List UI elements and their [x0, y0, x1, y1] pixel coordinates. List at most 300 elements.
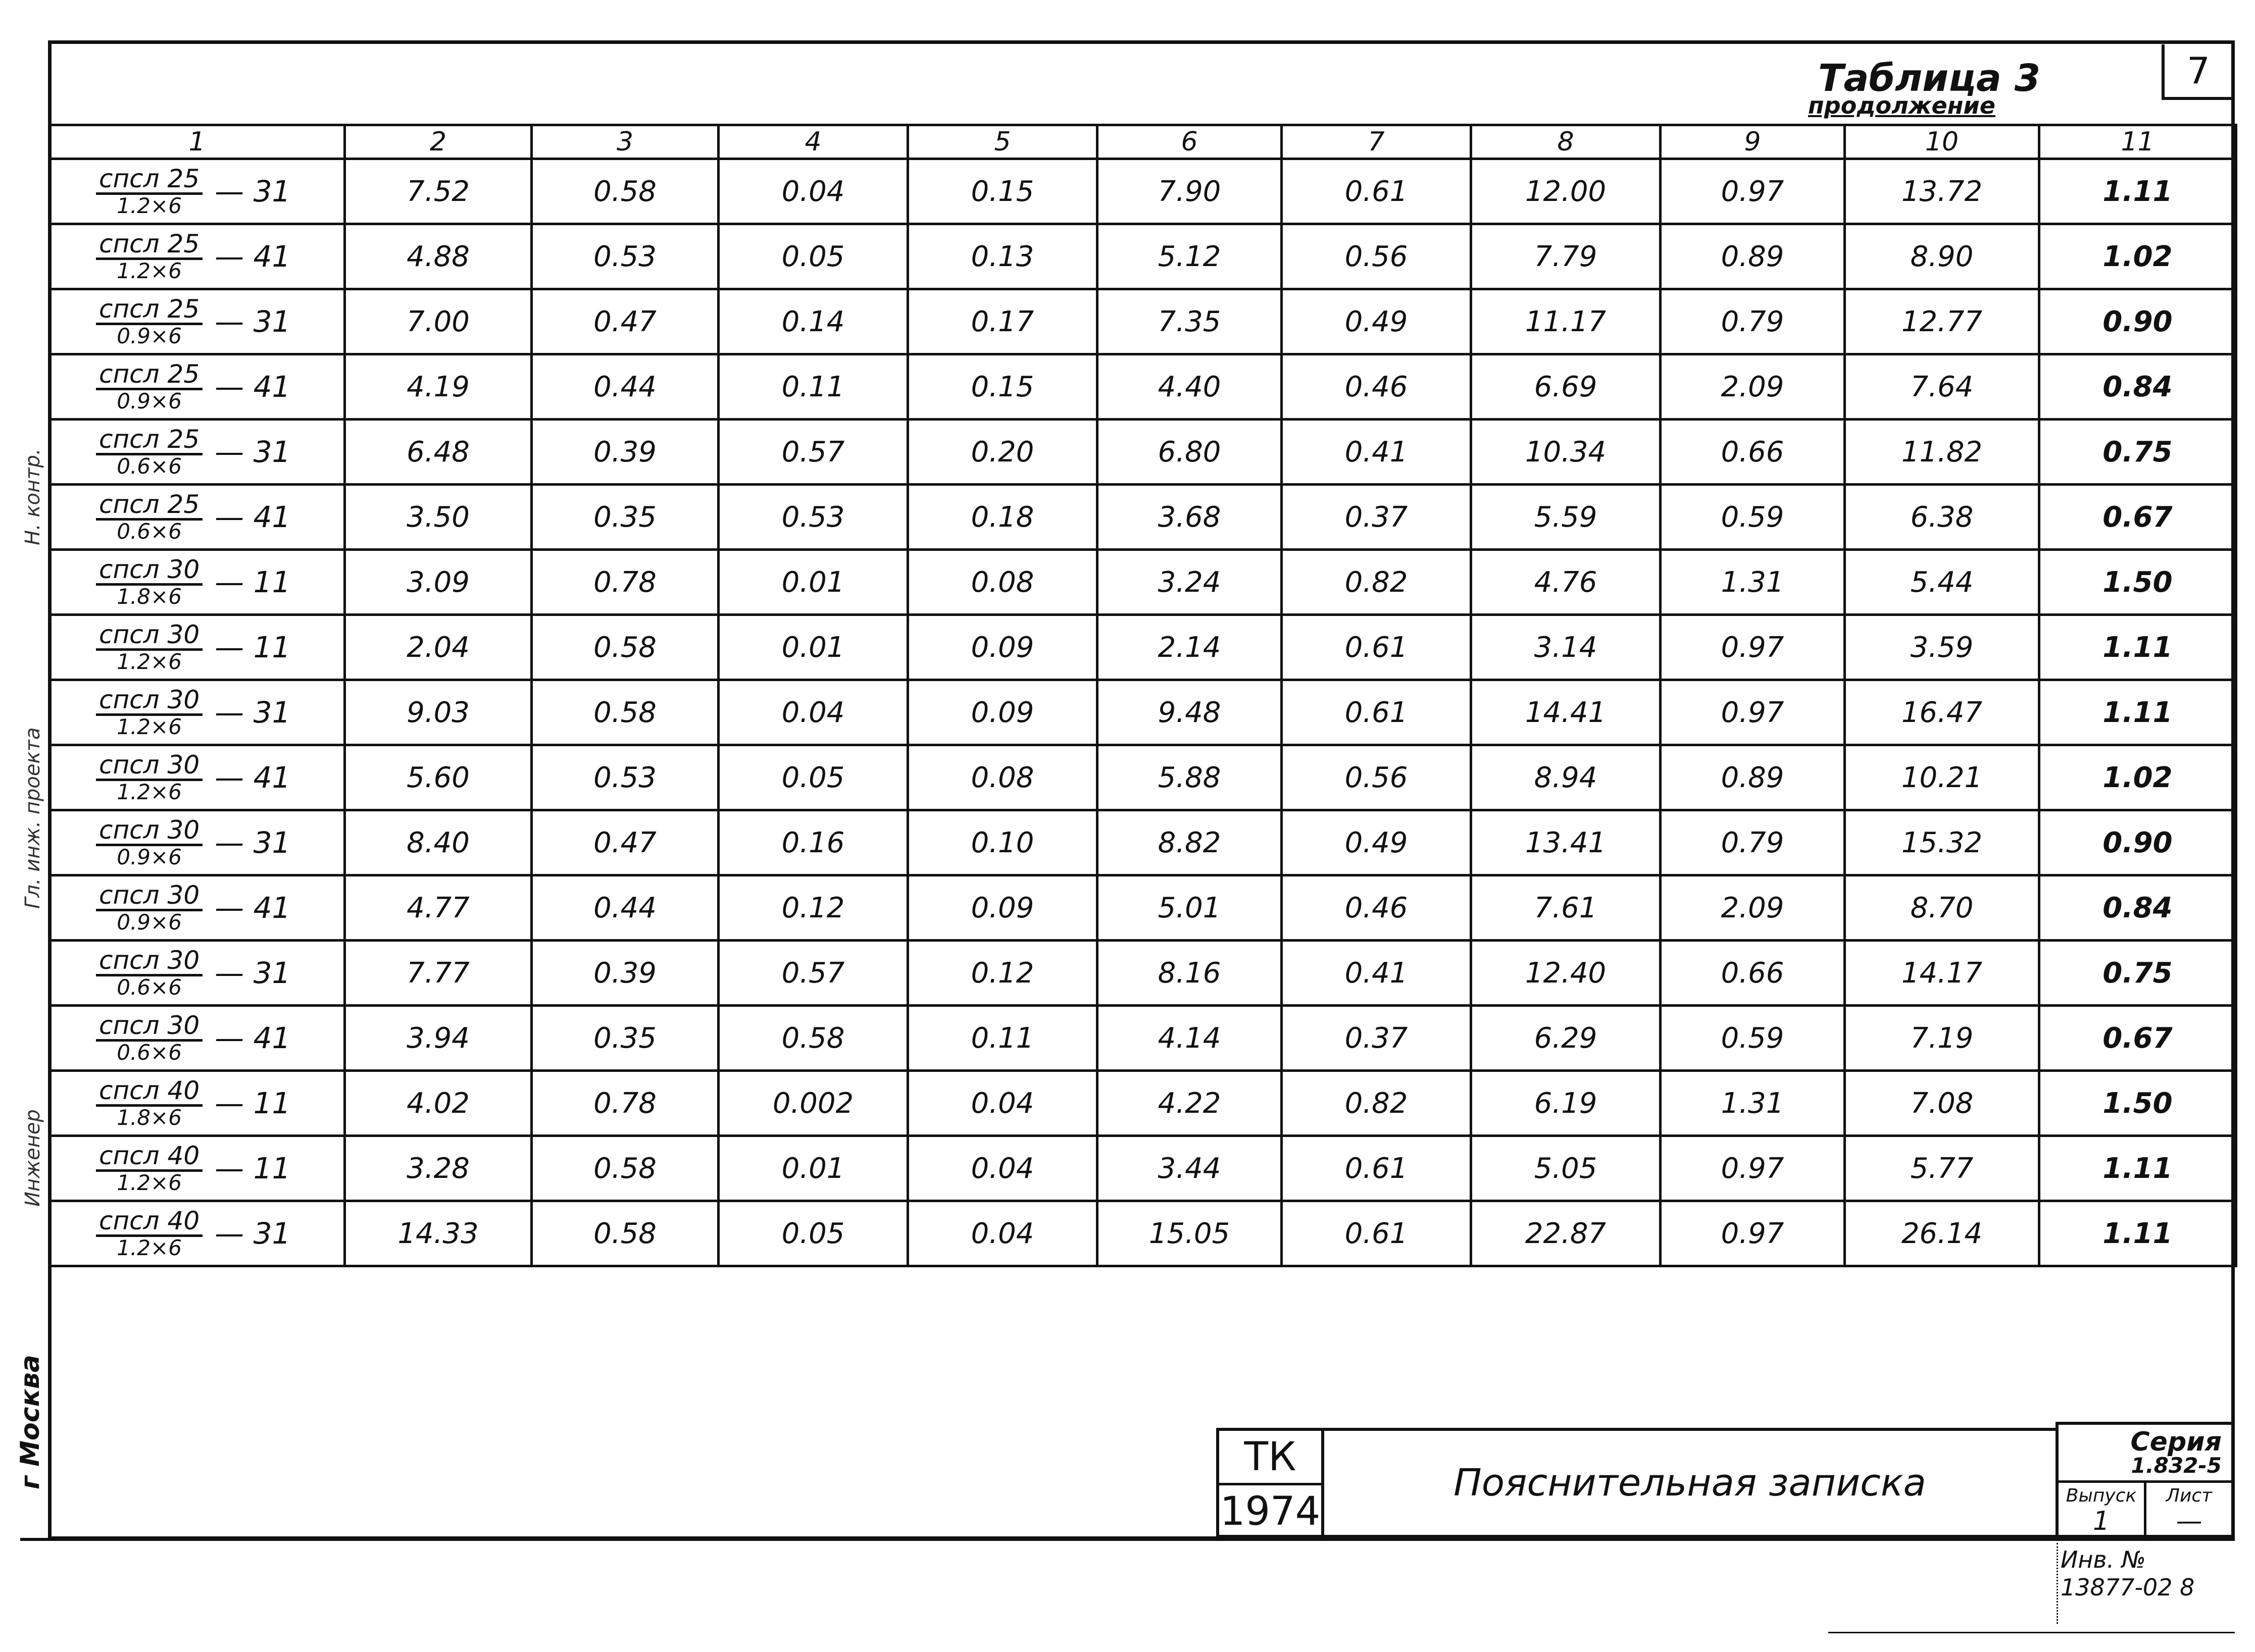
series-value: 1.832-5: [2131, 1453, 2222, 1478]
table-cell: 7.77: [345, 941, 532, 1006]
column-header: 10: [1845, 125, 2039, 159]
table-cell: 12.00: [1471, 159, 1661, 224]
table-cell: 0.47: [532, 289, 719, 354]
table-cell: 11.17: [1471, 289, 1661, 354]
table-cell: 0.97: [1661, 680, 1845, 745]
table-cell: 0.97: [1661, 159, 1845, 224]
element-mark-cell: [49, 615, 345, 680]
mark-load-class: — 31: [215, 956, 291, 990]
table-cell: 26.14: [1845, 1201, 2039, 1266]
mark-name: спсл 25: [96, 296, 203, 325]
table-body: [49, 159, 2236, 1266]
table-cell: 5.01: [1097, 875, 1282, 941]
stamp-org: ТК: [1219, 1431, 1321, 1485]
mark-size: 0.6×6: [117, 974, 182, 1000]
element-mark-cell: [49, 1006, 345, 1071]
table-cell: 14.41: [1471, 680, 1661, 745]
element-mark-cell: [49, 354, 345, 420]
element-mark-cell: [49, 680, 345, 745]
table-cell: 0.01: [719, 1136, 908, 1201]
table-cell: 0.66: [1661, 941, 1845, 1006]
table-cell: 5.77: [1845, 1136, 2039, 1201]
table-cell: 0.47: [532, 810, 719, 875]
table-cell: 5.12: [1097, 224, 1282, 289]
archive-line-1: Инв. №: [2061, 1546, 2146, 1573]
table-cell: 0.58: [532, 159, 719, 224]
table-cell: 0.01: [719, 615, 908, 680]
table-cell: 0.90: [2039, 810, 2236, 875]
element-mark-cell: [49, 1201, 345, 1266]
table-cell: 0.66: [1661, 420, 1845, 485]
mark-size: 0.9×6: [117, 388, 182, 414]
element-mark-cell: [49, 875, 345, 941]
table-cell: 1.11: [2039, 1136, 2236, 1201]
table-cell: 0.89: [1661, 745, 1845, 810]
table-cell: 4.02: [345, 1071, 532, 1136]
mark-fraction: [96, 752, 203, 803]
table-cell: 0.15: [908, 354, 1097, 420]
table-cell: 0.53: [532, 745, 719, 810]
mark-fraction: [96, 491, 203, 543]
table-row: [49, 680, 2236, 745]
table-cell: 7.19: [1845, 1006, 2039, 1071]
mark-fraction: [96, 231, 203, 282]
table-cell: 0.61: [1282, 159, 1471, 224]
table-cell: 0.08: [908, 745, 1097, 810]
side-margin-label: Инженер: [21, 1109, 44, 1207]
element-mark-cell: [49, 1071, 345, 1136]
table-cell: 0.15: [908, 159, 1097, 224]
mark-load-class: — 31: [215, 695, 291, 730]
table-cell: 7.35: [1097, 289, 1282, 354]
table-cell: 16.47: [1845, 680, 2039, 745]
table-cell: 0.08: [908, 550, 1097, 615]
table-cell: 0.97: [1661, 1136, 1845, 1201]
table-cell: 0.61: [1282, 1201, 1471, 1266]
table-cell: 0.61: [1282, 680, 1471, 745]
mark-name: спсл 40: [96, 1208, 203, 1237]
table-cell: 9.48: [1097, 680, 1282, 745]
table-cell: 4.40: [1097, 354, 1282, 420]
column-header: 8: [1471, 125, 1661, 159]
table-cell: 0.41: [1282, 420, 1471, 485]
table-cell: 0.13: [908, 224, 1097, 289]
mark-size: 1.2×6: [117, 1235, 182, 1260]
table-cell: 3.44: [1097, 1136, 1282, 1201]
table-cell: 0.44: [532, 875, 719, 941]
mark-name: спсл 30: [96, 622, 203, 651]
table-cell: 8.40: [345, 810, 532, 875]
table-cell: 0.11: [908, 1006, 1097, 1071]
bottom-border-line: [20, 1538, 2235, 1541]
mark-fraction: [96, 296, 203, 347]
table-cell: 0.79: [1661, 810, 1845, 875]
mark-size: 1.2×6: [117, 193, 182, 218]
mark-load-class: — 31: [215, 825, 291, 860]
mark-size: 0.9×6: [117, 909, 182, 935]
mark-name: спсл 25: [96, 166, 203, 195]
table-cell: 3.94: [345, 1006, 532, 1071]
mark-size: 0.6×6: [117, 1040, 182, 1065]
table-cell: 7.64: [1845, 354, 2039, 420]
table-cell: 3.28: [345, 1136, 532, 1201]
table-cell: 0.58: [532, 1201, 719, 1266]
mark-fraction: [96, 1208, 203, 1259]
table-cell: 3.24: [1097, 550, 1282, 615]
table-cell: 6.38: [1845, 485, 2039, 550]
stamp-block: [1216, 1428, 1324, 1538]
table-cell: 0.56: [1282, 745, 1471, 810]
table-cell: 0.56: [1282, 224, 1471, 289]
table-cell: 1.31: [1661, 550, 1845, 615]
table-cell: 3.59: [1845, 615, 2039, 680]
element-mark-cell: [49, 745, 345, 810]
element-mark-cell: [49, 550, 345, 615]
mark-size: 1.2×6: [117, 1170, 182, 1195]
table-cell: 0.78: [532, 550, 719, 615]
table-cell: 6.69: [1471, 354, 1661, 420]
table-row: [49, 1071, 2236, 1136]
table-cell: 2.09: [1661, 354, 1845, 420]
mark-size: 0.6×6: [117, 519, 182, 544]
table-cell: 2.04: [345, 615, 532, 680]
mark-load-class: — 31: [215, 304, 291, 339]
mark-name: спсл 30: [96, 687, 203, 716]
element-mark-cell: [49, 810, 345, 875]
archive-underline: [1828, 1632, 2235, 1633]
table-cell: 0.78: [532, 1071, 719, 1136]
table-cell: 0.89: [1661, 224, 1845, 289]
table-cell: 7.00: [345, 289, 532, 354]
table-cell: 0.11: [719, 354, 908, 420]
table-cell: 0.53: [719, 485, 908, 550]
element-mark-cell: [49, 1136, 345, 1201]
mark-size: 0.9×6: [117, 323, 182, 348]
table-cell: 1.11: [2039, 615, 2236, 680]
table-cell: 0.04: [719, 159, 908, 224]
table-cell: 0.04: [908, 1201, 1097, 1266]
table-cell: 8.16: [1097, 941, 1282, 1006]
table-cell: 0.37: [1282, 1006, 1471, 1071]
table-cell: 0.18: [908, 485, 1097, 550]
stamp-year: 1974: [1220, 1488, 1321, 1534]
mark-load-class: — 11: [215, 630, 291, 664]
table-cell: 0.09: [908, 875, 1097, 941]
table-cell: 0.53: [532, 224, 719, 289]
mark-name: спсл 30: [96, 882, 203, 911]
header-row: [49, 125, 2236, 159]
table-cell: 7.52: [345, 159, 532, 224]
table-cell: 0.05: [719, 1201, 908, 1266]
mark-name: спсл 30: [96, 1012, 203, 1042]
mark-fraction: [96, 1012, 203, 1064]
table-cell: 1.11: [2039, 159, 2236, 224]
table-cell: 0.59: [1661, 485, 1845, 550]
mark-size: 1.2×6: [117, 258, 182, 283]
table-cell: 0.58: [532, 680, 719, 745]
table-cell: 13.72: [1845, 159, 2039, 224]
table-cell: 1.50: [2039, 550, 2236, 615]
table-cell: 5.05: [1471, 1136, 1661, 1201]
mark-load-class: — 11: [215, 1151, 291, 1185]
table-cell: 0.97: [1661, 615, 1845, 680]
table-cell: 0.05: [719, 745, 908, 810]
table-cell: 2.14: [1097, 615, 1282, 680]
table-row: [49, 941, 2236, 1006]
element-mark-cell: [49, 224, 345, 289]
table-cell: 15.32: [1845, 810, 2039, 875]
column-header: 7: [1282, 125, 1471, 159]
table-cell: 0.04: [908, 1136, 1097, 1201]
table-cell: 0.75: [2039, 420, 2236, 485]
table-row: [49, 1006, 2236, 1071]
table-cell: 10.34: [1471, 420, 1661, 485]
table-cell: 0.79: [1661, 289, 1845, 354]
mark-name: спсл 30: [96, 817, 203, 846]
table-cell: 0.04: [719, 680, 908, 745]
table-cell: 0.35: [532, 485, 719, 550]
element-mark-cell: [49, 420, 345, 485]
table-cell: 0.90: [2039, 289, 2236, 354]
table-cell: 0.09: [908, 615, 1097, 680]
table-cell: 0.01: [719, 550, 908, 615]
mark-load-class: — 11: [215, 565, 291, 599]
sheet-value: —: [2176, 1506, 2202, 1536]
column-header: 4: [719, 125, 908, 159]
column-header: 11: [2039, 125, 2236, 159]
table-cell: 12.40: [1471, 941, 1661, 1006]
table-cell: 4.77: [345, 875, 532, 941]
mark-load-class: — 41: [215, 1021, 291, 1055]
table-cell: 6.19: [1471, 1071, 1661, 1136]
sheet-label: Лист: [2166, 1485, 2213, 1506]
table-cell: 10.21: [1845, 745, 2039, 810]
table-row: [49, 810, 2236, 875]
table-cell: 8.90: [1845, 224, 2039, 289]
table-row: [49, 615, 2236, 680]
table-row: [49, 420, 2236, 485]
mark-size: 1.8×6: [117, 1105, 182, 1130]
table-cell: 0.20: [908, 420, 1097, 485]
table-cell: 0.46: [1282, 875, 1471, 941]
issue-label: Выпуск: [2066, 1485, 2137, 1506]
mark-load-class: — 41: [215, 500, 291, 534]
city-label: г Москва: [15, 1355, 45, 1489]
mark-fraction: [96, 1077, 203, 1129]
table-cell: 1.50: [2039, 1071, 2236, 1136]
table-cell: 8.82: [1097, 810, 1282, 875]
table-cell: 7.08: [1845, 1071, 2039, 1136]
table-cell: 0.82: [1282, 1071, 1471, 1136]
table-cell: 6.48: [345, 420, 532, 485]
table-cell: 0.84: [2039, 875, 2236, 941]
table-cell: 0.75: [2039, 941, 2236, 1006]
mark-name: спсл 25: [96, 231, 203, 260]
table-row: [49, 875, 2236, 941]
table-cell: 0.04: [908, 1071, 1097, 1136]
table-cell: 0.16: [719, 810, 908, 875]
table-cell: 0.14: [719, 289, 908, 354]
mark-fraction: [96, 361, 203, 412]
table-cell: 0.39: [532, 420, 719, 485]
table-cell: 0.58: [532, 1136, 719, 1201]
table-cell: 0.61: [1282, 615, 1471, 680]
archive-divider: [2057, 1543, 2060, 1624]
mark-size: 0.6×6: [117, 453, 182, 479]
table-cell: 0.67: [2039, 485, 2236, 550]
mark-fraction: [96, 687, 203, 738]
table-title: Таблица 3: [1818, 57, 2041, 100]
table-cell: 13.41: [1471, 810, 1661, 875]
table-subtitle: продолжение: [1808, 92, 1995, 119]
mark-name: спсл 30: [96, 947, 203, 976]
table-cell: 0.67: [2039, 1006, 2236, 1071]
table-cell: 0.12: [719, 875, 908, 941]
table-cell: 0.59: [1661, 1006, 1845, 1071]
table-cell: 3.68: [1097, 485, 1282, 550]
mark-load-class: — 41: [215, 239, 291, 274]
mark-size: 1.2×6: [117, 779, 182, 804]
table-cell: 7.79: [1471, 224, 1661, 289]
table-row: [49, 289, 2236, 354]
table-cell: 0.12: [908, 941, 1097, 1006]
side-margin-label: Гл. инж. проекта: [21, 727, 44, 909]
column-header: 9: [1661, 125, 1845, 159]
series-block: [2056, 1422, 2235, 1538]
table-cell: 3.14: [1471, 615, 1661, 680]
issue-value: 1: [2092, 1506, 2110, 1536]
table-cell: 0.44: [532, 354, 719, 420]
mark-name: спсл 40: [96, 1143, 203, 1172]
mark-fraction: [96, 882, 203, 934]
table-cell: 14.17: [1845, 941, 2039, 1006]
element-mark-cell: [49, 159, 345, 224]
table-cell: 1.31: [1661, 1071, 1845, 1136]
table-cell: 0.10: [908, 810, 1097, 875]
element-mark-cell: [49, 289, 345, 354]
table-cell: 12.77: [1845, 289, 2039, 354]
table-cell: 0.58: [719, 1006, 908, 1071]
mark-size: 1.8×6: [117, 584, 182, 609]
table-cell: 15.05: [1097, 1201, 1282, 1266]
table-cell: 0.05: [719, 224, 908, 289]
table-cell: 3.09: [345, 550, 532, 615]
table-cell: 4.76: [1471, 550, 1661, 615]
table-cell: 1.11: [2039, 1201, 2236, 1266]
table-cell: 0.84: [2039, 354, 2236, 420]
table-cell: 0.97: [1661, 1201, 1845, 1266]
table-cell: 8.94: [1471, 745, 1661, 810]
table-cell: 1.02: [2039, 224, 2236, 289]
side-margin-labels: [21, 283, 52, 1207]
table-cell: 5.60: [345, 745, 532, 810]
table-cell: 0.57: [719, 420, 908, 485]
mark-fraction: [96, 947, 203, 999]
mark-fraction: [96, 1143, 203, 1194]
table-cell: 4.14: [1097, 1006, 1282, 1071]
table-cell: 6.80: [1097, 420, 1282, 485]
table-cell: 0.61: [1282, 1136, 1471, 1201]
mark-load-class: — 41: [215, 370, 291, 404]
mark-load-class: — 41: [215, 891, 291, 925]
mark-load-class: — 31: [215, 435, 291, 469]
table-cell: 5.44: [1845, 550, 2039, 615]
table-cell: 5.88: [1097, 745, 1282, 810]
table-cell: 6.29: [1471, 1006, 1661, 1071]
table-cell: 0.49: [1282, 289, 1471, 354]
mark-load-class: — 31: [215, 1216, 291, 1251]
table-cell: 4.19: [345, 354, 532, 420]
element-mark-cell: [49, 485, 345, 550]
mark-fraction: [96, 817, 203, 868]
data-table: [48, 124, 2237, 1267]
table-row: [49, 354, 2236, 420]
table-cell: 0.41: [1282, 941, 1471, 1006]
table-cell: 8.70: [1845, 875, 2039, 941]
mark-name: спсл 30: [96, 752, 203, 781]
table-row: [49, 745, 2236, 810]
mark-fraction: [96, 166, 203, 217]
table-row: [49, 1136, 2236, 1201]
side-margin-label: Н. контр.: [21, 448, 44, 545]
table-row: [49, 485, 2236, 550]
table-cell: 2.09: [1661, 875, 1845, 941]
mark-size: 0.9×6: [117, 844, 182, 869]
document-title: Пояснительная записка: [1321, 1428, 2059, 1538]
table-cell: 0.58: [532, 615, 719, 680]
page-number: 7: [2162, 44, 2232, 100]
table-cell: 0.35: [532, 1006, 719, 1071]
column-header: 3: [532, 125, 719, 159]
mark-load-class: — 41: [215, 760, 291, 795]
table-cell: 11.82: [1845, 420, 2039, 485]
column-header: 1: [49, 125, 345, 159]
mark-name: спсл 25: [96, 491, 203, 521]
element-mark-cell: [49, 941, 345, 1006]
table-cell: 7.61: [1471, 875, 1661, 941]
series-label: Серия: [2130, 1427, 2222, 1457]
table-row: [49, 1201, 2236, 1266]
archive-number: [2061, 1546, 2194, 1602]
mark-fraction: [96, 622, 203, 673]
table-cell: 4.22: [1097, 1071, 1282, 1136]
table-row: [49, 159, 2236, 224]
table-cell: 9.03: [345, 680, 532, 745]
mark-size: 1.2×6: [117, 714, 182, 739]
mark-fraction: [96, 556, 203, 608]
column-header: 6: [1097, 125, 1282, 159]
table-cell: 5.59: [1471, 485, 1661, 550]
table-cell: 0.82: [1282, 550, 1471, 615]
mark-size: 1.2×6: [117, 649, 182, 674]
table-cell: 0.37: [1282, 485, 1471, 550]
table-cell: 1.02: [2039, 745, 2236, 810]
table-cell: 0.17: [908, 289, 1097, 354]
archive-line-2: 13877-02 8: [2061, 1574, 2195, 1602]
table-cell: 0.002: [719, 1071, 908, 1136]
table-cell: 4.88: [345, 224, 532, 289]
table-cell: 14.33: [345, 1201, 532, 1266]
table-cell: 0.09: [908, 680, 1097, 745]
mark-name: спсл 25: [96, 426, 203, 455]
table-row: [49, 550, 2236, 615]
table-cell: 0.39: [532, 941, 719, 1006]
table-cell: 1.11: [2039, 680, 2236, 745]
table-cell: 0.46: [1282, 354, 1471, 420]
mark-name: спсл 30: [96, 556, 203, 586]
table-cell: 3.50: [345, 485, 532, 550]
column-header: 2: [345, 125, 532, 159]
